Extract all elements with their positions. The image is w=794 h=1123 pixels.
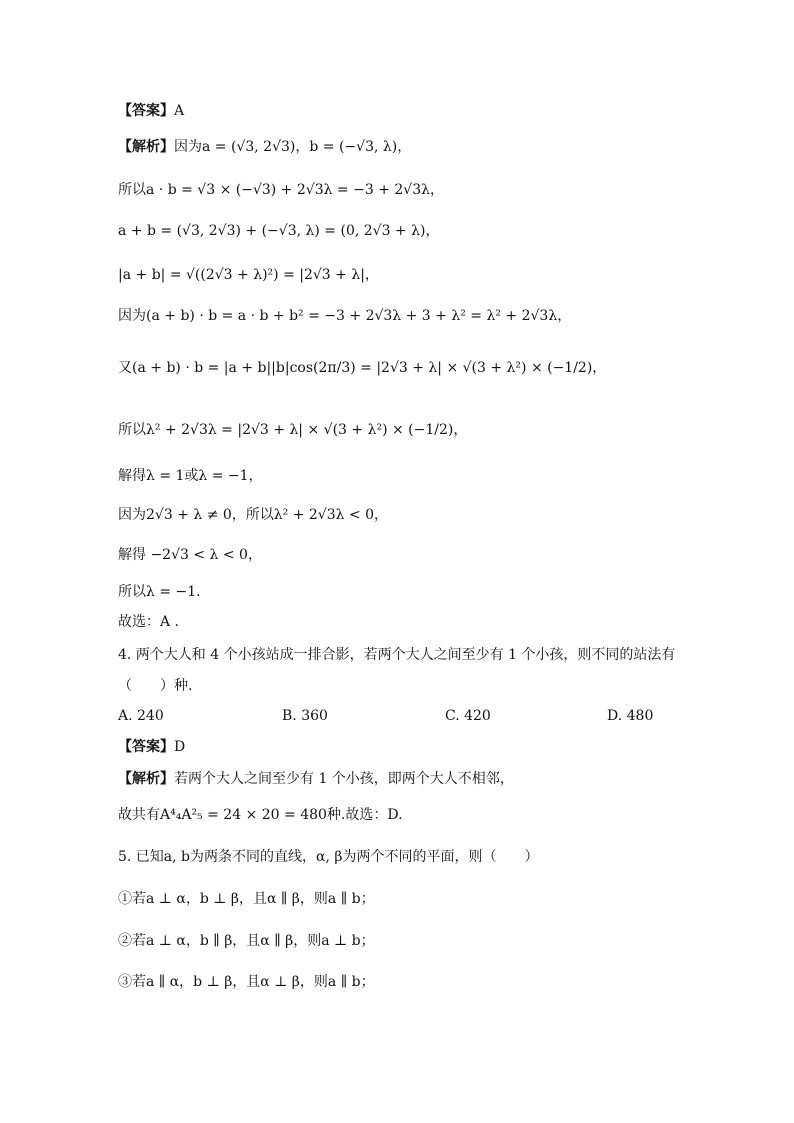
analysis-3-line-2: 所以a · b = √3 × (−√3) + 2√3λ = −3 + 2√3λ， (118, 182, 444, 198)
answer-label: 【答案】 (118, 103, 174, 119)
answer-label: 【答案】 (118, 739, 174, 755)
option-d: D. 480 (607, 708, 654, 724)
question-5-line-1: 5. 已知a, b为两条不同的直线，α, β为两个不同的平面，则（ ） (118, 849, 539, 865)
analysis-text: 因为a = (√3, 2√3)，b = (−√3, λ)， (174, 139, 412, 155)
answer-value: A (174, 103, 185, 119)
analysis-3-line-4: |a + b| = √((2√3 + λ)²) = |2√3 + λ|， (118, 267, 379, 283)
answer-4 (118, 737, 185, 757)
answer-3 (118, 101, 184, 121)
option-b: B. 360 (282, 708, 328, 724)
analysis-label: 【解析】 (118, 771, 174, 787)
analysis-3-line-9: 因为2√3 + λ ≠ 0，所以λ² + 2√3λ < 0， (118, 507, 389, 523)
question-4-line-1: 4. 两个大人和 4 个小孩站成一排合影，若两个大人之间至少有 1 个小孩，则不同的站法有 (118, 647, 676, 663)
option-a: A. 240 (118, 708, 164, 724)
analysis-4-line-2: 故共有A⁴₄A²₅ = 24 × 20 = 480种.故选：D. (118, 807, 403, 823)
analysis-3-line-11: 所以λ = −1. (118, 584, 201, 600)
analysis-3-line-10: 解得 −2√3 < λ < 0， (118, 547, 262, 563)
analysis-3-line-3: a + b = (√3, 2√3) + (−√3, λ) = (0, 2√3 + λ)， (118, 223, 440, 239)
question-4-line-2: （ ）种. (118, 678, 193, 694)
analysis-label: 【解析】 (118, 139, 174, 155)
question-5-statement-3: ③若a ∥ α，b ⊥ β，且α ⊥ β，则a ∥ b； (118, 974, 375, 990)
analysis-3-line-1 (118, 137, 411, 157)
option-c: C. 420 (445, 708, 491, 724)
question-5-statement-2: ②若a ⊥ α，b ∥ β，且α ∥ β，则a ⊥ b； (118, 933, 375, 949)
analysis-3-line-5: 因为(a + b) · b = a · b + b² = −3 + 2√3λ + 3 + λ² = λ² + 2√3λ， (118, 308, 572, 324)
analysis-3-line-8: 解得λ = 1或λ = −1， (118, 468, 263, 484)
analysis-3-line-12: 故选：A . (118, 614, 180, 630)
answer-value: D (174, 739, 186, 755)
analysis-4-line-1 (118, 769, 514, 789)
analysis-3-line-7: 所以λ² + 2√3λ = |2√3 + λ| × √(3 + λ²) × (−1/2)， (118, 422, 468, 438)
analysis-text: 若两个大人之间至少有 1 个小孩，即两个大人不相邻， (174, 771, 514, 787)
analysis-3-line-6: 又(a + b) · b = |a + b||b|cos(2π/3) = |2√3 + λ| × √(3 + λ²) × (−1/2)， (118, 360, 607, 376)
question-5-statement-1: ①若a ⊥ α，b ⊥ β，且α ∥ β，则a ∥ b； (118, 891, 375, 907)
